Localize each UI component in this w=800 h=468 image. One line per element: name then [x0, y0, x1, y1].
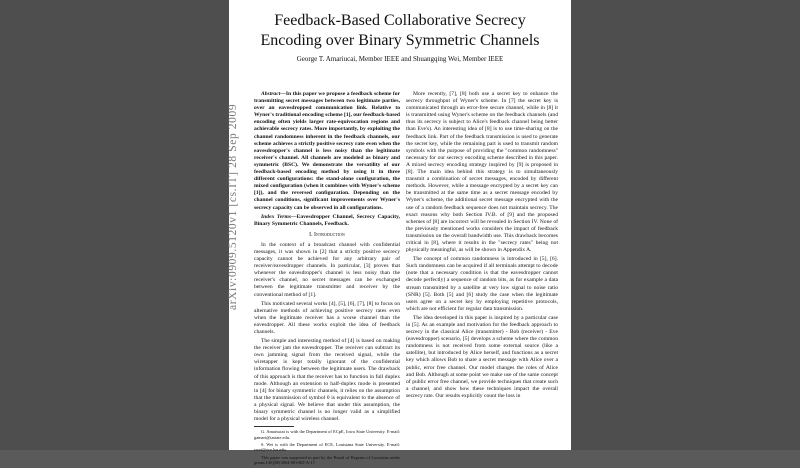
paragraph: The concept of common randomness is introduced in [5], [6]. Such randomness can be acquired if all terminals attempt to decode (note that a necessary condition is that the eavesdropper cannot decode perfectly) a sequence of random bits, as for example a data stream transmitted by a satellite at very low signal to noise ratio (SNR) [5]. Both [5] and [6] study the case when the legitimate users agree on a secret key by employing repetitive protocols, which are not efficient for regular data transmission.: [406, 256, 558, 312]
section-heading: I. Introduction: [309, 231, 345, 238]
viewer-right-margin: [571, 0, 800, 450]
left-column: [254, 91, 400, 468]
footnote: S. Wei is with the Department of ECE, Louisiana State University. E-mail: swei@ece.lsu.edu.: [254, 442, 400, 453]
viewer-left-margin: [0, 0, 229, 450]
paragraph: More recently, [7], [8] both use a secret key to enhance the secrecy throughput of Wyner's scheme. In [7] the secret key is communicated through an error-free secure channel, while in [8] it is transmitted using Wyner's scheme on the feedback channels (and thus its secrecy is subject to Alice's feedback channel being better than Eve's). An interesting idea of [8] is to use time-sharing on the feedback link. Part of the feedback transmission is used to generate the secret key, while the remaining part is used to transmit random symbols with the purpose of providing the "common randomness" necessary for our secrecy encoding scheme described in this paper. A mixed secrecy encoding strategy inspired by [9] is proposed in [8]. The main idea behind this strategy is to simultaneously transmit a combination of secret messages, encoded by different methods. However, while a message encrypted by a secret key can be transmitted at the same time as a secret message encoded by Wyner's scheme, the additional secret message encrypted with the use of a random feedback sequence does not maintain secrecy. The exact reasons why both Section IV.B. of [9] and the proposed schemes of [8] are incorrect will be revealed in Section IV. None of the previously mentioned works considers the impact of feedback transmission on the overall bandwidth use. This drawback becomes critical in [8], where it results in the "secrecy rates" being not physically meaningful, as will be shown in Appendix A.: [406, 91, 558, 254]
arxiv-identifier: arXiv:0909.5120v1 [cs.IT] 28 Sep 2009: [227, 103, 239, 310]
paragraph: This motivated several works [4], [5], [6], [7], [8] to focus on alternative methods of achieving positive secrecy rates even when the legitimate receiver has a worse channel than the eavesdropper. All these works exploit the idea of feedback channels.: [254, 300, 400, 335]
paragraph: The idea developed in this paper is inspired by a particular case in [5]. As an example and motivation for the feedback approach to secrecy in the classical Alice (transmitter) - Bob (receiver) - Eve (eavesdropper) scenario, [5] develops a scheme where the common randomness is not received from some external source (like a satellite), but introduced by Alice herself, and functions as a secret key which allows Bob to share a secret message with Alice over a public, error free channel. Our model changes the roles of Alice and Bob. Although at some point we make use of the same concept of public error free channel, we provide techniques that create such a channel, and show how these techniques impact the overall secrecy rate. Our results explicitly count the loss in: [406, 314, 558, 399]
abstract: [254, 91, 400, 212]
index-terms: [254, 214, 400, 228]
index-terms-label: Index Terms: [261, 213, 292, 220]
paper-title: Feedback-Based Collaborative Secrecy Encoding over Binary Symmetric Channels: [260, 12, 540, 49]
paper-authors: George T. Amariucai, Member IEEE and Shuangqing Wei, Member IEEE: [296, 55, 504, 63]
paragraph: The simple and interesting method of [4] is based on making the receiver jam the eavesdropper. The receiver can subtract its own jamming signal from the received signal, while the wiretapper is kept totally ignorant of the confidential information flowing between the legitimate users. The drawback of this approach is that the receiver has to function in full duplex mode. Although an extension to half-duplex mode is presented in [4] for binary symmetric channels, it relies on the assumption that the transmission of symbol 0 is equivalent to the absence of a physical signal. We believe that under this assumption, the binary symmetric channel is no longer valid as a simplified model for a physical wireless channel.: [254, 338, 400, 423]
paragraph: In the context of a broadcast channel with confidential messages, it was shown in [2] that a strictly positive secrecy capacity cannot be achieved for any arbitrary pair of receiver/eavesdropper channels. In particular, [3] proves that whenever the eavesdropper's channel is less noisy than the receiver's channel, no secret messages can be exchanged between the legitimate transmitter and receiver by the conventional method of [1].: [254, 241, 400, 298]
footnote: G. Amariucai is with the Department of ECpE, Iowa State University. E-mail: gamari@iastate.edu.: [254, 429, 400, 440]
index-terms-text: —Eavesdropper Channel, Secrecy Capacity, Binary Symmetric Channels, Feedback.: [254, 213, 400, 227]
footnote-divider: [254, 426, 294, 427]
footnote: This paper was supported in part by the Board of Regents of Louisiana under grants LEQSF(2004-08)-RD-A-17.: [254, 454, 400, 466]
abstract-text: —In this paper we propose a feedback scheme for transmitting secret messages between two legitimate parties, over an eavesdropped communication link. Relative to Wyner's traditional encoding scheme [1], our feedback-based encoding often yields larger rate-equivocation regions and achievable secrecy rates. More importantly, by exploiting the channel randomness inherent in the feedback channels, our scheme achieves a strictly positive secrecy rate even when the eavesdropper's channel is less noisy than the legitimate receiver's channel. All channels are modeled as binary and symmetric (BSC). We demonstrate the versatility of our feedback-based encoding method by using it in three different configurations: the stand-alone configuration, the mixed configuration (when it combines with Wyner's scheme [1]), and the reversed configuration. Depending on the channel conditions, significant improvements over Wyner's secrecy capacity can be observed in all configurations.: [254, 91, 400, 211]
document-page[interactable]: [229, 0, 571, 466]
abstract-label: Abstract: [261, 91, 281, 97]
right-column: [406, 91, 558, 402]
